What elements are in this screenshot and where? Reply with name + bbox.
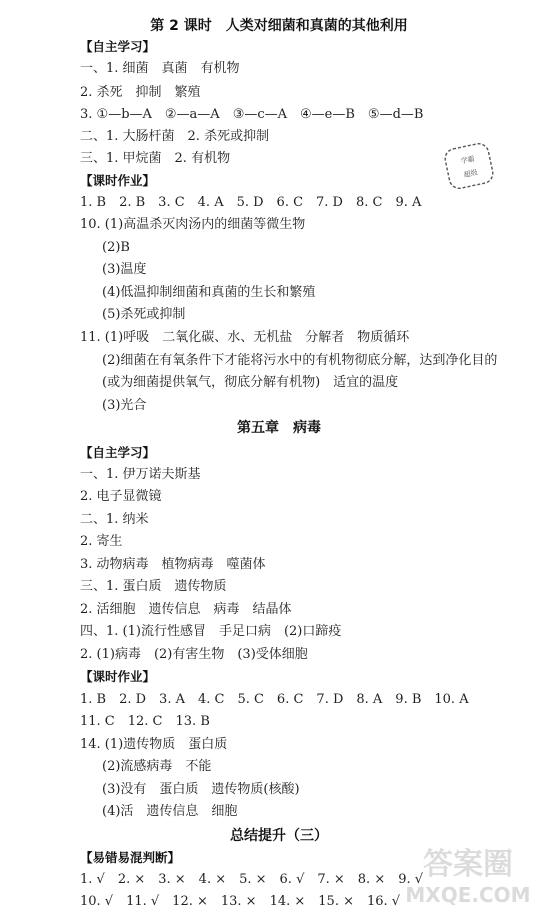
answer-line: 3. 动物病毒 植物病毒 噬菌体 [80, 557, 266, 572]
svg-text:答案圈: 答案圈 [423, 847, 513, 882]
section-homework: 【课时作业】 [80, 173, 156, 188]
svg-text:MXQE.COM: MXQE.COM [405, 883, 531, 907]
section-self-study: 【自主学习】 [80, 39, 156, 54]
answer-line: (2)细菌在有氧条件下才能将污水中的有机物彻底分解，达到净化目的 [102, 353, 498, 368]
answer-line: 2. 电子显微镜 [80, 489, 162, 504]
answer-line: (或为细菌提供氧气，彻底分解有机物) 适宜的温度 [102, 375, 399, 390]
answer-line: (2)流感病毒 不能 [102, 759, 212, 774]
svg-text:学霸: 学霸 [460, 154, 476, 166]
answer-line: 10. (1)高温杀灭肉汤内的细菌等微生物 [80, 217, 306, 232]
seal-stamp-image [441, 139, 497, 192]
answer-line: 一、1. 细菌 真菌 有机物 [80, 61, 240, 76]
chapter-title: 第五章 病毒 [237, 420, 321, 436]
answer-line: (3)没有 蛋白质 遗传物质(核酸) [102, 782, 300, 797]
section-confusion-judgement: 【易错易混判断】 [80, 850, 181, 865]
answer-line: 2. (1)病毒 (2)有害生物 (3)受体细胞 [80, 647, 308, 662]
answer-line: 1. B 2. D 3. A 4. C 5. C 6. C 7. D 8. A 9. B 10. A [80, 692, 469, 707]
answer-line: 11. C 12. C 13. B [80, 714, 210, 729]
answer-line: 三、1. 蛋白质 遗传物质 [80, 579, 227, 594]
answer-line: 2. 杀死 抑制 繁殖 [80, 85, 201, 100]
answer-line: 3. ①—b—A ②—a—A ③—c—A ④—e—B ⑤—d—B [80, 107, 424, 122]
answer-line: 2. 寄生 [80, 534, 123, 549]
watermark-image [388, 840, 548, 910]
answer-line: (4)活 遗传信息 细胞 [102, 804, 238, 819]
answer-line: 四、1. (1)流行性感冒 手足口病 (2)口蹄疫 [80, 624, 342, 639]
answer-line: (3)光合 [102, 398, 147, 413]
answer-line: 14. (1)遗传物质 蛋白质 [80, 737, 228, 752]
section-homework: 【课时作业】 [80, 669, 156, 684]
answer-line: 11. (1)呼吸 二氧化碳、水、无机盐 分解者 物质循环 [80, 330, 410, 345]
answer-line: 一、1. 伊万诺夫斯基 [80, 467, 201, 482]
summary-title: 总结提升（三） [230, 828, 328, 844]
lesson-title: 第 2 课时 人类对细菌和真菌的其他利用 [150, 18, 408, 34]
answer-line: 二、1. 纳米 [80, 512, 149, 527]
answer-line: (5)杀死或抑制 [102, 307, 186, 322]
answer-line: 1. B 2. B 3. C 4. A 5. D 6. C 7. D 8. C 9. A [80, 195, 422, 210]
answer-line: (2)B [102, 240, 130, 255]
answer-line: (4)低温抑制细菌和真菌的生长和繁殖 [102, 285, 316, 300]
svg-text:超级: 超级 [462, 168, 479, 180]
answer-line: (3)温度 [102, 262, 147, 277]
answer-line: 10. √ 11. √ 12. × 13. × 14. × 15. × 16. √ [80, 894, 401, 909]
answer-line: 2. 活细胞 遗传信息 病毒 结晶体 [80, 602, 292, 617]
section-self-study: 【自主学习】 [80, 445, 156, 460]
answer-line: 三、1. 甲烷菌 2. 有机物 [80, 151, 231, 166]
answer-line: 1. √ 2. × 3. × 4. × 5. × 6. √ 7. × 8. × 9. √ [80, 872, 424, 887]
answer-line: 二、1. 大肠杆菌 2. 杀死或抑制 [80, 129, 270, 144]
